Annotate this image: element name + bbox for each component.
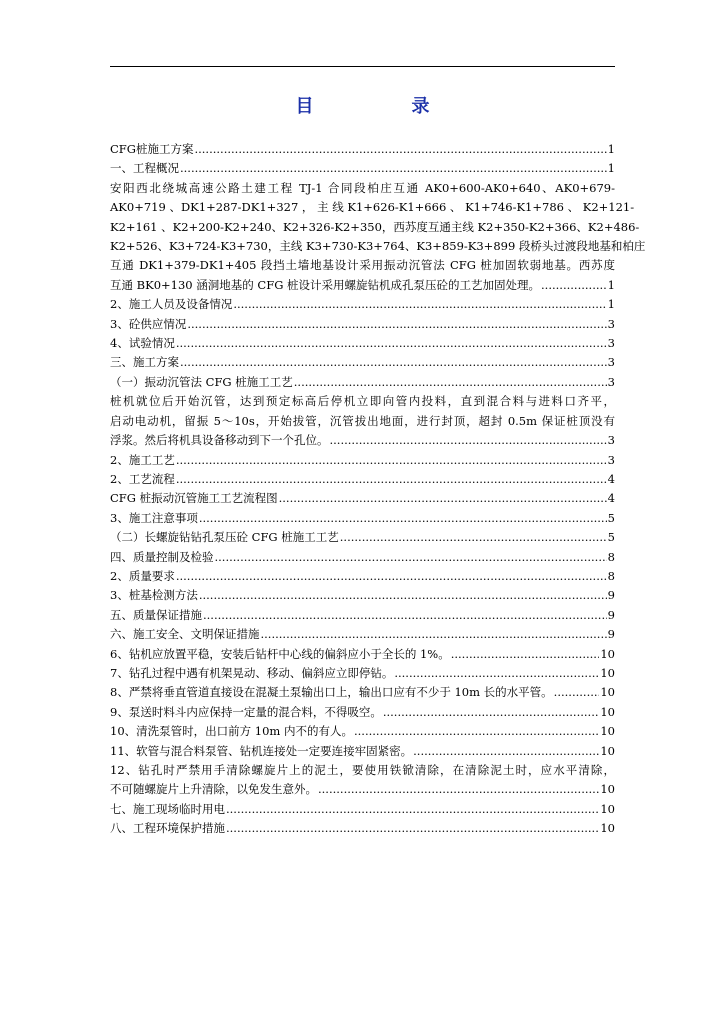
toc-entry[interactable] bbox=[110, 140, 615, 159]
leader-dots bbox=[176, 451, 607, 470]
toc-page-number: 9 bbox=[607, 588, 615, 603]
toc-entry[interactable] bbox=[110, 159, 615, 178]
toc-entry-line: 安阳西北绕城高速公路土建工程 TJ-1 合同段柏庄互通 AK0+600-AK0+640、AK0+679- bbox=[110, 180, 615, 195]
toc-entry-text: 八、工程环境保护措施 bbox=[110, 821, 225, 836]
toc-entry-line: 互通 DK1+379-DK1+405 段挡土墙地基设计采用振动沉管法 CFG 桩加固软弱地基。西苏度 bbox=[110, 258, 615, 273]
leader-dots bbox=[554, 683, 600, 702]
toc-entry-text: 3、砼供应情况 bbox=[110, 316, 187, 331]
toc-entry-text: CFG桩施工方案 bbox=[110, 142, 194, 156]
leader-dots bbox=[451, 645, 600, 664]
toc-entry-multiline[interactable] bbox=[110, 761, 615, 800]
leader-dots bbox=[226, 819, 599, 838]
toc-entry-text: 六、施工安全、文明保证措施 bbox=[110, 627, 260, 642]
leader-dots bbox=[180, 159, 607, 178]
toc-page-number: 3 bbox=[607, 316, 615, 331]
toc-entry-text: 7、钻孔过程中遇有机架晃动、移动、偏斜应立即停钻。 bbox=[110, 665, 394, 680]
toc-entry-text: 2、施工工艺 bbox=[110, 452, 175, 467]
leader-dots bbox=[176, 470, 607, 489]
leader-dots bbox=[199, 586, 607, 605]
toc-page-number: 10 bbox=[600, 704, 615, 719]
toc-title: 目 录 bbox=[295, 96, 470, 117]
toc-entry-text: 9、泵送时料斗内应保持一定量的混合料，不得吸空。 bbox=[110, 704, 382, 719]
toc-entry-text: 4、试验情况 bbox=[110, 336, 175, 351]
toc-page-number: 10 bbox=[600, 821, 615, 836]
toc-page-number: 10 bbox=[600, 801, 615, 816]
toc-page-number: 1 bbox=[607, 142, 615, 156]
leader-dots bbox=[233, 295, 606, 314]
toc-page-number: 10 bbox=[600, 782, 615, 797]
toc-entry-line: 启动电动机，留振 5～10s，开始拔管，沉管拔出地面，进行封顶，超封 0.5m 保证桩顶没有 bbox=[110, 413, 615, 428]
toc-entry[interactable] bbox=[110, 334, 615, 353]
toc-entry[interactable] bbox=[110, 528, 615, 547]
leader-dots bbox=[354, 722, 599, 741]
toc-page-number: 3 bbox=[607, 355, 615, 370]
toc-entry-text: 三、施工方案 bbox=[110, 355, 179, 370]
toc-page-number: 3 bbox=[607, 374, 615, 389]
toc-page-number: 1 bbox=[607, 277, 615, 292]
toc-page-number: 10 bbox=[600, 646, 615, 661]
toc-entry-line: K2+161 、K2+200-K2+240、K2+326-K2+350，西苏度互通主线 K2+350-K2+366、K2+486- bbox=[110, 219, 640, 234]
toc-entry[interactable] bbox=[110, 470, 615, 489]
toc-entry[interactable] bbox=[110, 625, 615, 644]
toc-page-number: 10 bbox=[600, 665, 615, 680]
leader-dots bbox=[176, 334, 607, 353]
toc-entry-multiline[interactable] bbox=[110, 179, 646, 295]
toc-page-number: 10 bbox=[600, 685, 615, 700]
toc-entry-text: 浮浆。然后将机具设备移动到下一个孔位。 bbox=[110, 433, 329, 448]
toc-entry-text: 6、钻机应放置平稳，安装后钻杆中心线的偏斜应小于全长的 1%。 bbox=[110, 646, 450, 661]
toc-page-number: 4 bbox=[607, 471, 615, 486]
toc-page-number: 8 bbox=[607, 549, 615, 564]
toc-page-number: 3 bbox=[607, 433, 615, 448]
toc-entry-last-line bbox=[110, 276, 615, 295]
toc-entry-text: CFG 桩振动沉管施工工艺流程图 bbox=[110, 491, 278, 506]
toc-page-number: 9 bbox=[607, 607, 615, 622]
toc-entry-text: 2、工艺流程 bbox=[110, 471, 175, 486]
toc-page-number: 5 bbox=[607, 510, 615, 525]
toc-entry-text: 四、质量控制及检验 bbox=[110, 549, 214, 564]
header-rule bbox=[110, 66, 615, 67]
leader-dots bbox=[541, 276, 607, 295]
toc-entry[interactable] bbox=[110, 567, 615, 586]
toc-entry[interactable] bbox=[110, 353, 615, 372]
toc-page-number: 10 bbox=[600, 743, 615, 758]
toc-entry-text: 10、清洗泵管时，出口前方 10m 内不的有人。 bbox=[110, 724, 353, 739]
toc-entry-last-line bbox=[110, 431, 615, 450]
toc-entry-text: 互通 BK0+130 涵洞地基的 CFG 桩设计采用螺旋钻机成孔泵压砼的工艺加固处理。 bbox=[110, 277, 541, 292]
toc-entry[interactable] bbox=[110, 819, 615, 838]
toc-page-number: 5 bbox=[607, 530, 615, 545]
toc-entry-last-line bbox=[110, 780, 615, 799]
leader-dots bbox=[180, 353, 607, 372]
leader-dots bbox=[226, 800, 599, 819]
leader-dots bbox=[187, 315, 606, 334]
toc-entry-text: 一、工程概况 bbox=[110, 161, 179, 176]
toc-page-number: 8 bbox=[607, 568, 615, 583]
toc-page-number: 10 bbox=[600, 724, 615, 739]
toc-page-number: 3 bbox=[607, 452, 615, 467]
toc-entry[interactable] bbox=[110, 509, 615, 528]
toc-entry[interactable] bbox=[110, 703, 615, 722]
toc-entry[interactable] bbox=[110, 800, 615, 819]
leader-dots bbox=[261, 625, 607, 644]
toc-entry-text: 11、软管与混合料泵管、钻机连接处一定要连接牢固紧密。 bbox=[110, 743, 413, 758]
toc-page-number: 4 bbox=[607, 491, 615, 506]
leader-dots bbox=[294, 373, 607, 392]
toc-entry-line: K2+526、K3+724-K3+730，主线 K3+730-K3+764、K3+859-K3+899 段桥头过渡段地基和柏庄 bbox=[110, 239, 646, 254]
table-of-contents bbox=[110, 140, 646, 839]
leader-dots bbox=[194, 140, 606, 159]
leader-dots bbox=[340, 528, 607, 547]
leader-dots bbox=[176, 567, 607, 586]
toc-entry[interactable] bbox=[110, 315, 615, 334]
toc-entry-line: AK0+719 、DK1+287-DK1+327 ， 主 线 K1+626-K1+666 、 K1+746-K1+786 、 K2+121- bbox=[110, 200, 635, 215]
toc-entry[interactable] bbox=[110, 295, 615, 314]
toc-entry[interactable] bbox=[110, 683, 615, 702]
leader-dots bbox=[383, 703, 600, 722]
toc-entry-text: 五、质量保证措施 bbox=[110, 607, 202, 622]
toc-page-number: 9 bbox=[607, 627, 615, 642]
toc-entry-text: 3、桩基检测方法 bbox=[110, 588, 198, 603]
toc-entry-text: 七、施工现场临时用电 bbox=[110, 801, 225, 816]
toc-entry[interactable] bbox=[110, 645, 615, 664]
toc-entry-text: 3、施工注意事项 bbox=[110, 510, 198, 525]
toc-entry[interactable] bbox=[110, 548, 615, 567]
leader-dots bbox=[394, 664, 599, 683]
toc-entry[interactable] bbox=[110, 586, 615, 605]
toc-entry-text: （二）长螺旋钻钻孔泵压砼 CFG 桩施工工艺 bbox=[110, 530, 339, 545]
toc-entry-line: 12、钻孔时严禁用手清除螺旋片上的泥土，要使用铁锨清除，在清除泥土时，应水平清除， bbox=[110, 763, 615, 777]
leader-dots bbox=[203, 606, 607, 625]
toc-entry[interactable] bbox=[110, 489, 615, 508]
leader-dots bbox=[215, 548, 607, 567]
toc-page-number: 3 bbox=[607, 336, 615, 351]
toc-page-number: 1 bbox=[607, 161, 615, 176]
toc-entry-text: 8、严禁将垂直管道直接设在混凝土泵输出口上，输出口应有不少于 10m 长的水平管。 bbox=[110, 685, 553, 700]
toc-entry[interactable] bbox=[110, 722, 615, 741]
toc-entry-line: 桩机就位后开始沉管，达到预定标高后停机立即向管内投料，直到混合料与进料口齐平， bbox=[110, 394, 615, 409]
toc-entry[interactable] bbox=[110, 373, 615, 392]
toc-page-number: 1 bbox=[607, 297, 615, 312]
leader-dots bbox=[318, 780, 599, 799]
leader-dots bbox=[279, 489, 607, 508]
toc-entry[interactable] bbox=[110, 451, 615, 470]
toc-entry-text: 2、质量要求 bbox=[110, 568, 175, 583]
leader-dots bbox=[199, 509, 607, 528]
toc-entry-text: 不可随螺旋片上升清除，以免发生意外。 bbox=[110, 782, 317, 797]
toc-entry-text: 2、施工人员及设备情况 bbox=[110, 297, 233, 312]
toc-entry-text: （一）振动沉管法 CFG 桩施工工艺 bbox=[110, 374, 293, 389]
toc-entry[interactable] bbox=[110, 742, 615, 761]
leader-dots bbox=[330, 431, 607, 450]
toc-entry-multiline[interactable] bbox=[110, 392, 615, 450]
leader-dots bbox=[413, 742, 599, 761]
toc-entry[interactable] bbox=[110, 664, 615, 683]
toc-entry[interactable] bbox=[110, 606, 615, 625]
